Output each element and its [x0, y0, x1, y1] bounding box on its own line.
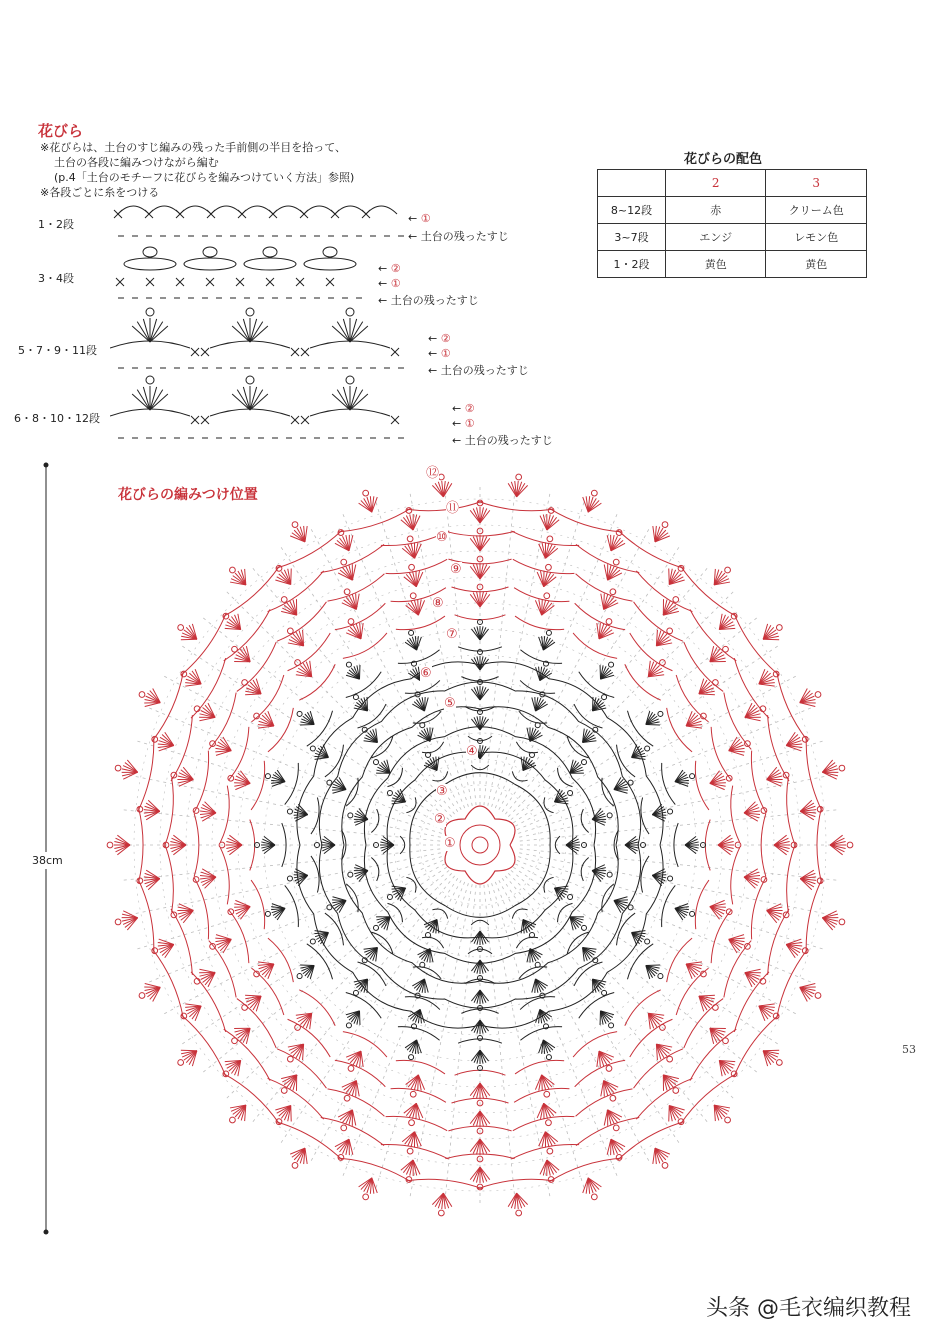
row4-arrow-2: ← ①: [452, 417, 475, 430]
row-label: 5・7・9・11段: [18, 344, 97, 357]
row4-arrow-1: ← ②: [452, 402, 475, 415]
row2-arrow-3: ← 土台の残ったすじ: [378, 294, 479, 307]
table-cell: クリーム色: [766, 197, 867, 224]
row-stitches: [110, 206, 410, 438]
table-cell: レモン色: [766, 224, 867, 251]
color-table-title: 花びらの配色: [684, 152, 763, 167]
note-line: 土台の各段に編みつけながら編む: [54, 156, 219, 169]
round-number: ⑧: [432, 596, 444, 611]
round-number: ⑥: [420, 666, 432, 681]
table-row: [598, 197, 867, 224]
doily-diagram: [80, 455, 880, 1255]
row3-arrow-1: ← ②: [428, 332, 451, 345]
petal-notes: [40, 140, 560, 200]
table-cell: 赤: [665, 197, 766, 224]
row3-arrow-3: ← 土台の残ったすじ: [428, 364, 529, 377]
row3-arrow-2: ← ①: [428, 347, 451, 360]
table-cell: 黄色: [766, 251, 867, 278]
round-number: ②: [434, 812, 446, 827]
row-label: 1・2段: [38, 218, 74, 231]
round-number: ⑪: [446, 497, 459, 516]
watermark: 头条 @毛衣编织教程: [706, 1296, 911, 1321]
page-number: 53: [902, 1043, 916, 1056]
table-header: [598, 170, 666, 197]
placement-title: 花びらの編みつけ位置: [118, 487, 258, 503]
round-number: ①: [444, 836, 456, 851]
row1-arrow-2: ← 土台の残ったすじ: [408, 230, 509, 243]
round-number: ⑫: [426, 462, 439, 481]
note-line: (p.4「土台のモチーフに花びらを編みつけていく方法」参照): [54, 171, 355, 184]
dimension-label: 38cm: [32, 854, 63, 867]
petal-row-diagrams: [110, 200, 410, 450]
dimension-line: [36, 460, 56, 1240]
row-label: 3・4段: [38, 272, 74, 285]
table-cell: 8~12段: [598, 197, 666, 224]
round-number: ⑤: [444, 696, 456, 711]
row-label: 6・8・10・12段: [14, 412, 100, 425]
table-cell: エンジ: [665, 224, 766, 251]
table-row: [598, 251, 867, 278]
color-table: [597, 169, 867, 278]
table-cell: 3~7段: [598, 224, 666, 251]
round-number: ⑩: [436, 530, 448, 545]
note-line: ※花びらは、土台のすじ編みの残った手前側の半目を拾って、: [40, 141, 346, 154]
table-row: [598, 224, 867, 251]
table-header: 2: [665, 170, 766, 197]
round-number: ⑨: [450, 562, 462, 577]
row1-arrow-1: ← ①: [408, 212, 431, 225]
doily-stitches: [107, 474, 853, 1216]
row2-arrow-2: ← ①: [378, 277, 401, 290]
round-number: ⑦: [446, 627, 458, 642]
note-line: ※各段ごとに糸をつける: [40, 186, 160, 199]
row2-arrow-1: ← ②: [378, 262, 401, 275]
table-cell: 1・2段: [598, 251, 666, 278]
petal-section-title: 花びら: [38, 122, 84, 140]
row4-arrow-3: ← 土台の残ったすじ: [452, 434, 553, 447]
round-number: ④: [466, 744, 478, 759]
table-cell: 黄色: [665, 251, 766, 278]
round-number: ③: [436, 784, 448, 799]
table-header: 3: [766, 170, 867, 197]
